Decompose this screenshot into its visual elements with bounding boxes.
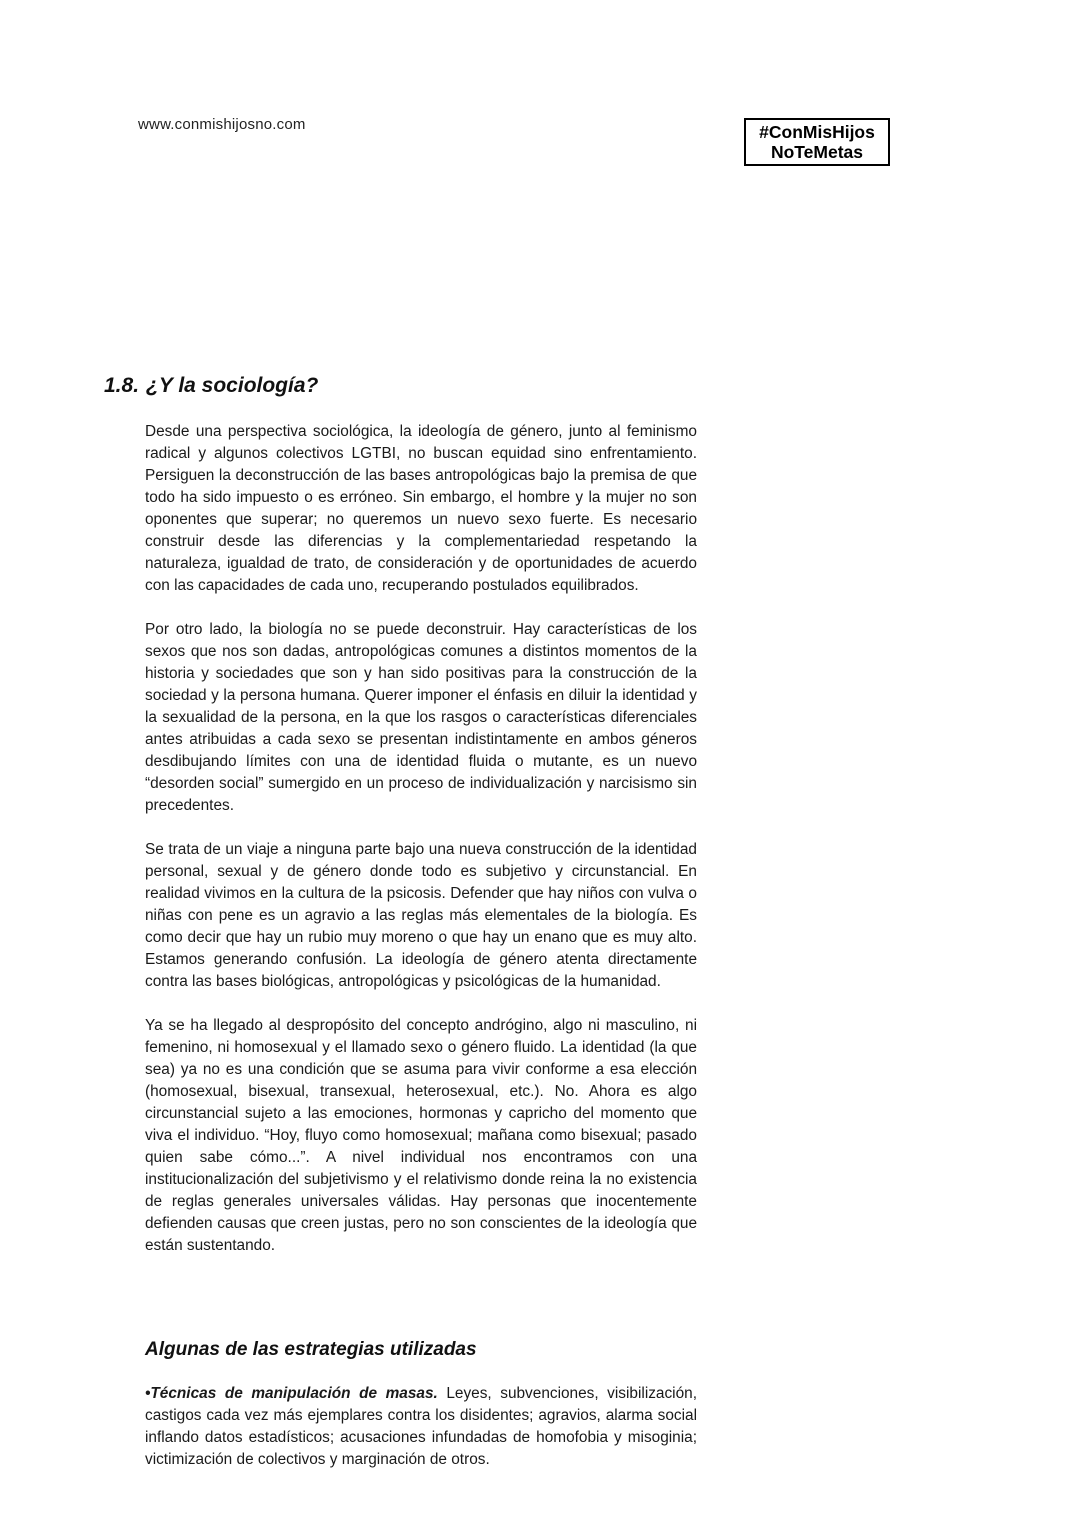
paragraph: Se trata de un viaje a ninguna parte bajo una nueva construcción de la identidad personal, sexual y de género donde todo es subjetivo y circunstancial. En realidad vivimos en la cultura de la psicosis. Defender que hay niños con vulva o niñas con pene es un agravio a las reglas más elementales de la biología. Es como decir que hay un rubio muy moreno o que hay un enano que es muy alto. Estamos generando confusión. La ideología de género atenta directamente contra las bases biológicas, antropológicas y psicológicas de la humanidad. [145, 841, 697, 990]
bullet-lead: •Técnicas de manipulación de masas. [145, 1385, 438, 1402]
badge-line-1: #ConMisHijos [759, 122, 875, 142]
section-title: ¿Y la sociología? [146, 374, 319, 397]
paragraph: Ya se ha llegado al despropósito del concepto andrógino, algo ni masculino, ni femenino, ni homosexual y el llamado sexo o género fluido. La identidad (la que sea) ya no es una condición que se asuma para vivir conforme a esa elección (homosexual, bisexual, transexual, heterosexual, etc.). No. Ahora es algo circunstancial sujeto a las emociones, hormonas y capricho del momento que viva el individuo. “Hoy, fluyo como homosexual; mañana como bisexual; pasado quien sabe cómo...”. A nivel individual nos encontramos con una institucionalización del subjetivismo y el relativismo donde reina la no existencia de reglas generales universales válidas. Hay personas que inocentemente defienden causas que creen justas, pero no son conscientes de la ideología que están sustentando. [145, 1017, 697, 1254]
section-heading [104, 374, 318, 398]
badge-line-2: NoTeMetas [770, 142, 864, 162]
site-url: www.conmishijosno.com [138, 116, 306, 133]
bullet-item [145, 1383, 697, 1471]
bullet-text: Leyes, subvenciones, visibilización, castigos cada vez más ejemplares contra los disidentes; agravios, alarma social inflando datos estadísticos; acusaciones infundadas de homofobia y misoginia; victimización de colectivos y marginación de otros. [145, 1385, 697, 1468]
body-text [145, 421, 697, 1279]
subsection-heading: Algunas de las estrategias utilizadas [145, 1339, 477, 1360]
hashtag-badge [744, 118, 890, 166]
section-number: 1.8. [104, 374, 140, 397]
paragraph: Por otro lado, la biología no se puede deconstruir. Hay características de los sexos que nos son dadas, antropológicas comunes a distintos momentos de la historia y sociedades que son y han sido positivas para la construcción de la sociedad y la persona humana. Querer imponer el énfasis en diluir la identidad y la sexualidad de la persona, en la que los rasgos o características diferenciales antes atribuidas a cada sexo se presentan indistintamente en ambos géneros desdibujando límites con una de identidad fluida o mutante, es un nuevo “desorden social” sumergido en un proceso de individualización y narcisismo sin precedentes. [145, 621, 697, 814]
paragraph: Desde una perspectiva sociológica, la ideología de género, junto al feminismo radical y algunos colectivos LGTBI, no buscan equidad sino enfrentamiento. Persiguen la deconstrucción de las bases antropológicas bajo la premisa de que todo ha sido impuesto o es erróneo. Sin embargo, el hombre y la mujer no son oponentes que superar; no queremos un nuevo sexo fuerte. Es necesario construir desde las diferencias y la complementariedad respetando la naturaleza, igualdad de trato, de consideración y de oportunidades de acuerdo con las capacidades de cada uno, recuperando postulados equilibrados. [145, 423, 697, 594]
